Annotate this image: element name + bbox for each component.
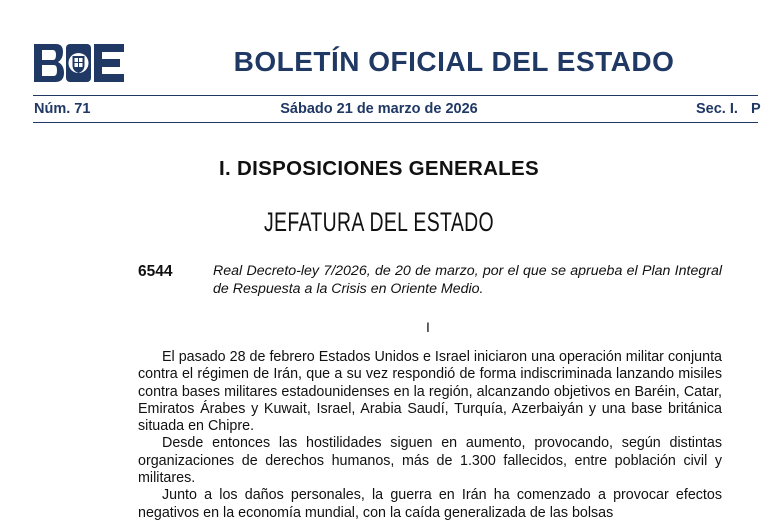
entry-number: 6544 — [138, 263, 173, 280]
entry-title: Real Decreto-ley 7/2026, de 20 de marzo, por el que se aprueba el Plan Integral de Respuesta a la Crisis en Oriente Medio. — [213, 263, 722, 297]
section-title: I. DISPOSICIONES GENERALES — [219, 157, 539, 180]
paragraph: Junto a los daños personales, la guerra en Irán ha comenzado a provocar efectos negativos en la economía mundial, con la caída generalizada de las bolsas — [138, 487, 722, 521]
header-rule-bottom — [33, 122, 758, 123]
section-label: Sec. I. — [696, 101, 738, 117]
part-marker: I — [426, 319, 430, 335]
header-rule-top — [33, 95, 758, 96]
paragraph: El pasado 28 de febrero Estados Unidos e Israel iniciaron una operación militar conjunta contra el régimen de Irán, que a su vez respondió de forma indiscriminada lanzando misiles contra bases militares estadounidenses en la región, alcanzando objetivos en Baréin, Catar, Emiratos Árabes y Kuwait, Israel, Arabia Saudí, Turquía, Azerbaiyán y una base británica situada en Chipre. — [138, 349, 722, 435]
page-label-fragment: P — [751, 101, 761, 117]
boe-logo — [34, 44, 124, 82]
paragraph: Desde entonces las hostilidades siguen en aumento, provocando, según distintas organizaciones de derechos humanos, más de 1.300 fallecidos, entre población civil y militares. — [138, 435, 722, 487]
issue-date: Sábado 21 de marzo de 2026 — [280, 101, 478, 117]
issue-number: Núm. 71 — [34, 101, 91, 117]
issuing-body: JEFATURA DEL ESTADO — [263, 207, 495, 237]
document-body — [138, 349, 722, 522]
masthead-title: BOLETÍN OFICIAL DEL ESTADO — [233, 46, 675, 77]
